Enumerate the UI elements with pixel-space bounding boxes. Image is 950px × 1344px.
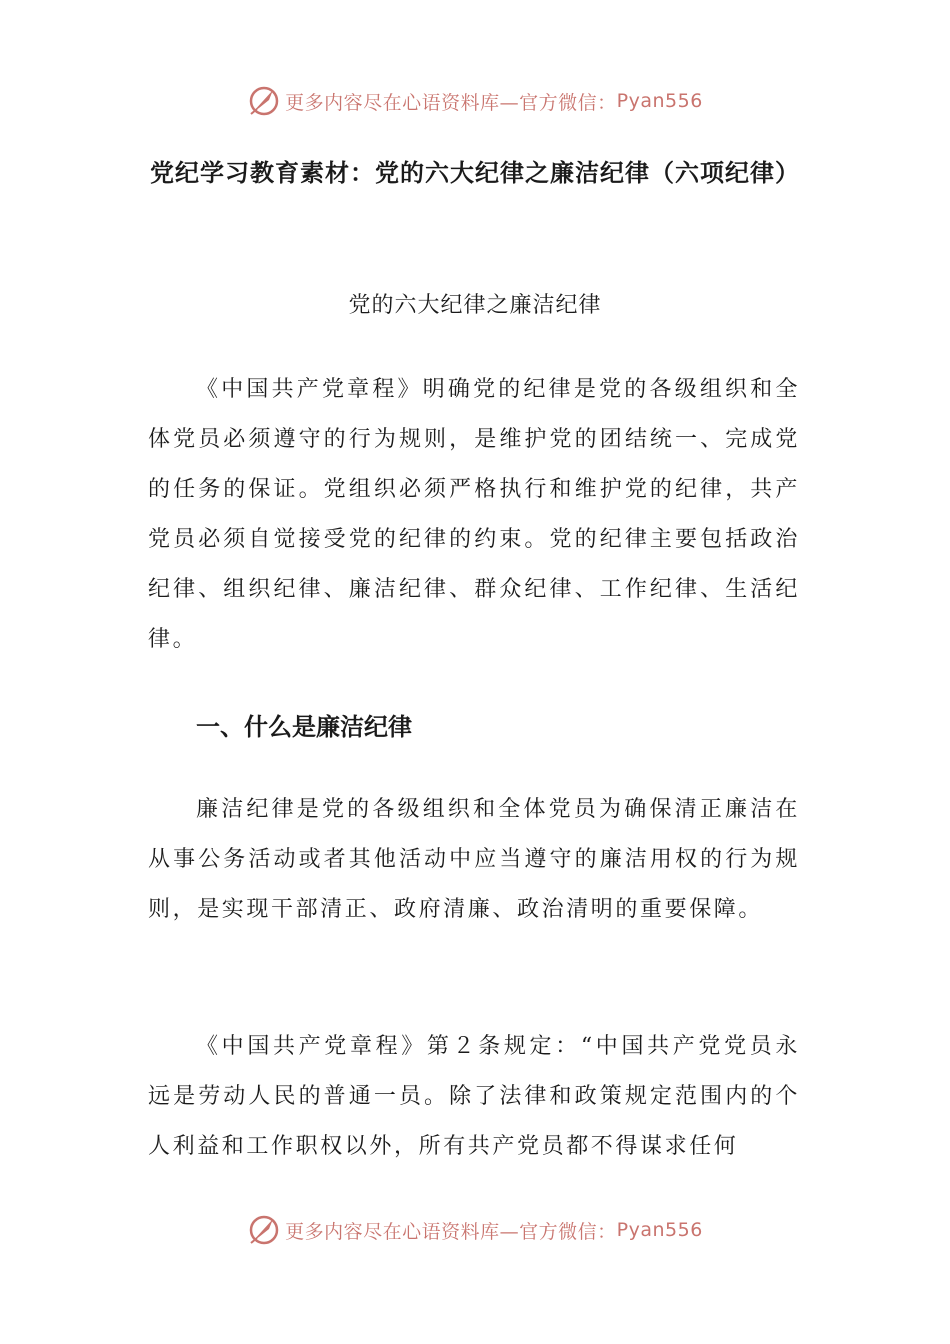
quill-logo-icon xyxy=(247,84,281,118)
watermark-footer xyxy=(0,1213,950,1247)
document-subtitle: 党的六大纪律之廉洁纪律 xyxy=(348,293,602,318)
watermark-text: 更多内容尽在心语资料库—官方微信： xyxy=(285,1220,617,1243)
watermark-header xyxy=(0,84,950,118)
paragraph-definition: 廉洁纪律是党的各级组织和全体党员为确保清正廉洁在从事公务活动或者其他活动中应当遵守的廉洁用权的行为规则，是实现干部清正、政府清廉、政治清明的重要保障。 xyxy=(148,797,800,922)
watermark-text: 更多内容尽在心语资料库—官方微信： xyxy=(285,91,617,114)
watermark-account: Pyan556 xyxy=(616,90,703,112)
section-heading: 一、什么是廉洁纪律 xyxy=(196,712,412,741)
paragraph-intro: 《中国共产党章程》明确党的纪律是党的各级组织和全体党员必须遵守的行为规则，是维护党的团结统一、完成党的任务的保证。党组织必须严格执行和维护党的纪律，共产党员必须自觉接受党的纪律的约束。党的纪律主要包括政治纪律、组织纪律、廉洁纪律、群众纪律、工作纪律、生活纪律。 xyxy=(148,377,800,652)
watermark-account: Pyan556 xyxy=(616,1219,703,1241)
quill-logo-icon xyxy=(247,1213,281,1247)
document-title: 党纪学习教育素材：党的六大纪律之廉洁纪律（六项纪律） xyxy=(150,158,800,187)
paragraph-charter: 《中国共产党章程》第２条规定：“中国共产党党员永远是劳动人民的普通一员。除了法律和政策规定范围内的个人利益和工作职权以外，所有共产党员都不得谋求任何 xyxy=(148,1034,800,1159)
